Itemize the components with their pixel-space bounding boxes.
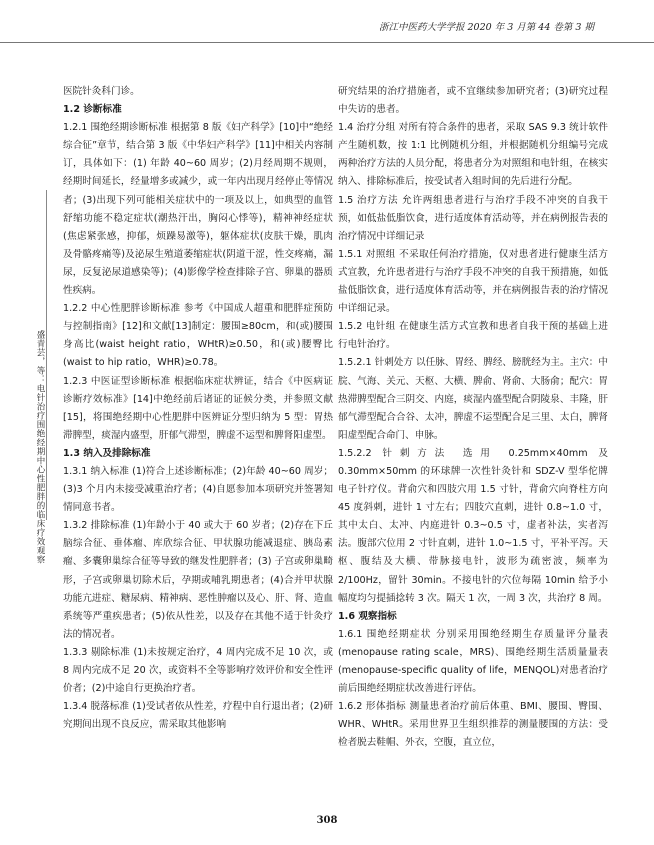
paragraph: 1.3.2 排除标准 (1)年龄小于 40 或大于 60 岁者；(2)存在下丘脑综合征、垂体瘤、库欣综合征、甲状腺功能减退症、胰岛素瘤、多囊卵巢综合征等导致的继发性肥胖者；(3) 子宫或卵巢畸形，子宫或卵巢切除术后，孕期或哺乳期患者；(4)合并甲状腺功能亢进症、糖尿病、精神病、恶性肿瘤以及心、肝、肾、造血系统等严重疾患者；(5)依从性差，以及存在其他不适于针灸疗法的情况者。 (63, 520, 333, 640)
paragraph: 1.4 治疗分组 对所有符合条件的患者，采取 SAS 9.3 统计软件产生随机数，按 1:1 比例随机分组，并根据随机分组编号完成两种治疗方法的人员分配，将患者分为对照组和电针组，在核实纳入、排除标准后，按受试者入组时间的先后进行分配。 (338, 122, 608, 188)
left-column (63, 83, 333, 734)
paragraph: 1.6.2 形体指标 测量患者治疗前后体重、BMI、腰围、臀围、WHR、WHtR。采用世界卫生组织推荐的测量腰围的方法：受检者脱去鞋帽、外衣，空腹，直立位， (338, 701, 608, 749)
section-heading: 1.6 观察指标 (338, 610, 397, 622)
paragraph: 1.2.2 中心性肥胖诊断标准 参考《中国成人超重和肥胖症预防与控制指南》[12]和文献[13]制定：腰围≥80cm，和(或)腰围身高比(waist height ratio，WHtR)≥0.50，和(或)腰臀比(waist to hip ratio，WHR)≥0.78。 (63, 303, 333, 369)
paragraph: 医院针灸科门诊。 (63, 86, 140, 97)
page-number: 308 (316, 815, 338, 826)
paragraph: 研究结果的治疗措施者，或不宜继续参加研究者；(3)研究过程中失访的患者。 (338, 86, 608, 116)
paragraph: 1.2.3 中医证型诊断标准 根据临床症状辨证，结合《中医病证诊断疗效标准》[14]中绝经前后诸证的证候分类，并参照文献[15]，将围绝经期中心性肥胖中医辨证分型归纳为 5 型：胃热滞脾型，痰湿内盛型，肝郁气滞型，脾虚不运型和脾肾阳虚型。 (63, 375, 333, 441)
journal-running-header: 浙江中医药大学学报 2020 年 3 月第 44 卷第 3 期 (378, 22, 594, 33)
right-column (338, 83, 608, 752)
paragraph: 1.6.1 围绝经期症状 分别采用围绝经期生存质量评分量表(menopause rating scale，MRS)、围绝经期生活质量量表(menopause-specific quality of life，MENQOL)对患者治疗前后围绝经期症状改善进行评估。 (338, 628, 608, 695)
paragraph: 1.3.4 脱落标准 (1)受试者依从性差，疗程中自行退出者；(2)研究期间出现不良反应，需采取其他影响 (63, 701, 333, 731)
paragraph: 1.5.2.2 针刺方法 选用 0.25mm×40mm 及 0.30mm×50mm 的环球牌一次性针灸针和 SDZ-V 型华佗牌电子针疗仪。背俞穴和四肢穴用 1.5 寸针，背俞穴向脊柱方向 45 度斜刺，进针 1 寸左右；四肢穴直刺，进针 0.8~1.0 寸，其中太白、太冲、内庭进针 0.3~0.5 寸，虚者补法，实者泻法。腹部穴位用 2 寸针直刺，进针 1.0~1.5 寸，平补平泻。天枢、腹结及大横、带脉接电针，波形为疏密波，频率为 2/100Hz，留针 30min。不接电针的穴位每隔 10min 给予小幅度均匀提插捻转 3 次。隔天 1 次，一周 3 次，共治疗 8 周。 (338, 447, 608, 604)
page-header (0, 6, 654, 43)
paragraph: 1.5.2 电针组 在健康生活方式宣教和患者自我干预的基础上进行电针治疗。 (338, 321, 608, 351)
paragraph: 1.3.1 纳入标准 (1)符合上述诊断标准；(2)年龄 40~60 周岁；(3)3 个月内未接受减重治疗者；(4)自愿参加本项研究并签署知情同意书者。 (63, 465, 333, 514)
paragraph: 1.3.3 剔除标准 (1)未按规定治疗，4 周内完成不足 10 次，或 8 周内完成不足 20 次，或资料不全等影响疗效评价和安全性评价者；(2)中途自行更换治疗者。 (63, 646, 333, 695)
section-heading: 1.2 诊断标准 (63, 104, 122, 116)
side-running-title: 盛青芸，等：电针治疗围绝经期中心性肥胖的临床疗效观察 (35, 330, 45, 564)
paragraph: 1.5.1 对照组 不采取任何治疗措施，仅对患者进行健康生活方式宣教，允许患者进行与治疗手段不冲突的自我干预措施，如低盐低脂饮食，进行适度体育活动等，并在病例报告表的治疗情况中详细记录。 (338, 248, 608, 315)
paragraph: 1.5.2.1 针刺处方 以任脉、胃经、脾经、膀胱经为主。主穴：中脘、气海、关元、天枢、大横、脾俞、肾俞、大肠俞；配穴：胃热滞脾型配合三阴交、内庭，痰湿内盛型配合阴陵泉、丰隆，肝郁气滞型配合合谷、太冲，脾虚不运型配合足三里、太白，脾肾阳虚型配合命门、申脉。 (338, 357, 608, 441)
paragraph: 1.2.1 围绝经期诊断标准 根据第 8 版《妇产科学》[10]中“绝经综合征”章节，结合第 3 版《中华妇产科学》[11]中相关内容制订，具体如下：(1) 年龄 40~60 周岁；(2)月经周期不规则，经期时间延长，经量增多或减少，或一年内出现月经停止等情况者；(3)出现下列可能相关症状中的一项及以上，如典型的血管舒缩功能不稳定症状(潮热汗出，胸闷心悸等)，精神神经症状(焦虑紧张感，抑郁，烦躁易激等)，躯体症状(皮肤干燥，肌肉及骨骼疼痛等)及泌尿生殖道萎缩症状(阴道干涩，性交疼痛，漏尿，反复泌尿道感染等)；(4)影像学检查排除子宫、卵巢的器质性疾病。 (63, 122, 333, 297)
side-rule (46, 190, 47, 520)
section-heading: 1.3 纳入及排除标准 (63, 447, 151, 459)
paragraph: 1.5 治疗方法 允许两组患者进行与治疗手段不冲突的自我干预，如低盐低脂饮食，进行适度体育活动等，并在病例报告表的治疗情况中详细记录 (338, 194, 608, 242)
